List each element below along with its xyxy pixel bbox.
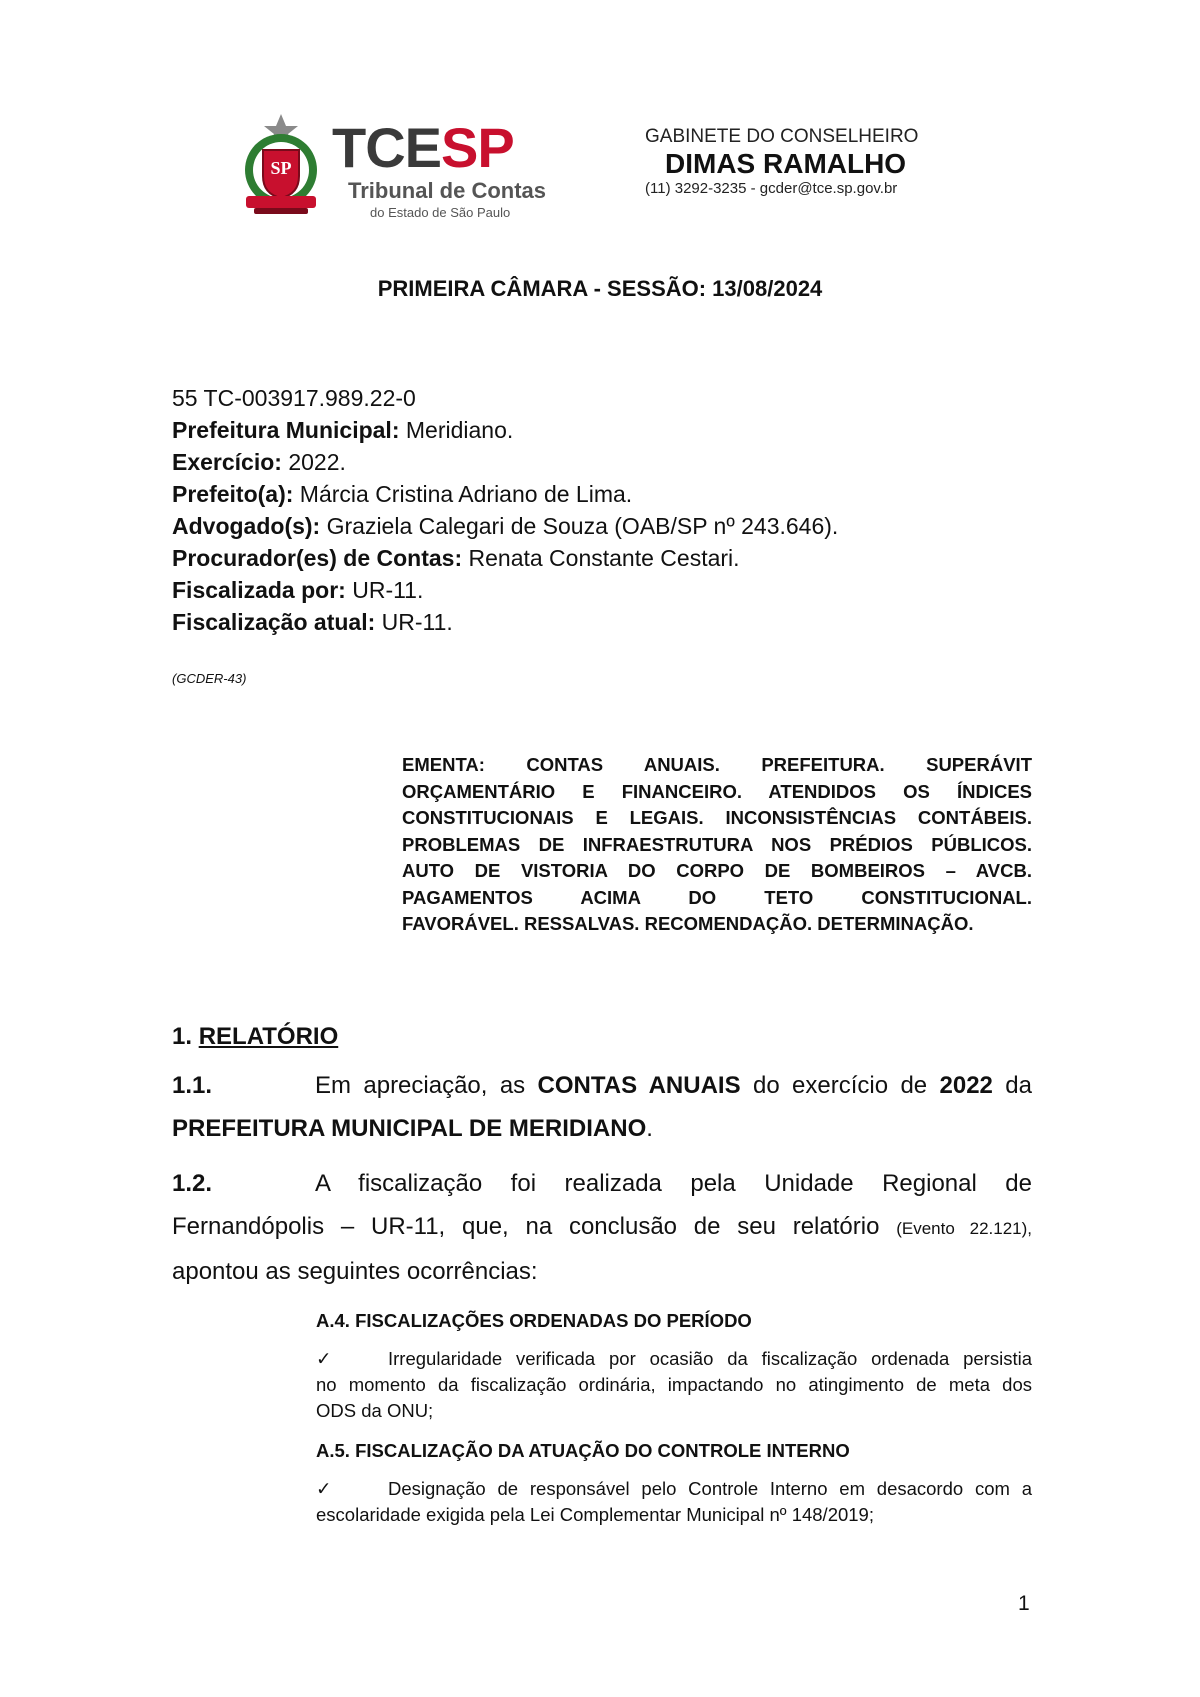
ementa-line: EMENTA: CONTAS ANUAIS. PREFEITURA. SUPERÁVIT bbox=[402, 754, 1032, 775]
subsection-heading-a5: A.5. FISCALIZAÇÃO DA ATUAÇÃO DO CONTROLE INTERNO bbox=[316, 1440, 850, 1461]
gcder-code: (GCDER-43) bbox=[172, 671, 247, 686]
process-field: Advogado(s): Graziela Calegari de Souza (OAB/SP nº 243.646). bbox=[172, 513, 839, 539]
ementa-line: FAVORÁVEL. RESSALVAS. RECOMENDAÇÃO. DETERMINAÇÃO. bbox=[402, 913, 974, 934]
process-field: Procurador(es) de Contas: Renata Constante Cestari. bbox=[172, 545, 740, 571]
process-field: Exercício: 2022. bbox=[172, 449, 346, 475]
process-number: 55 TC-003917.989.22-0 bbox=[172, 385, 416, 411]
office-label: GABINETE DO CONSELHEIRO bbox=[645, 126, 919, 147]
logo-wordmark bbox=[332, 116, 514, 179]
office-name: DIMAS RAMALHO bbox=[665, 148, 907, 179]
process-field: Fiscalização atual: UR-11. bbox=[172, 609, 453, 635]
occurrence-item: ✓ Irregularidade verificada por ocasião da fiscalização ordenada persistia no momento da fiscalização ordinária, impactando no atingimento de meta dos ODS da ONU; bbox=[316, 1348, 1032, 1421]
checkmark-icon: ✓ bbox=[316, 1348, 332, 1369]
office-contact: (11) 3292-3235 - gcder@tce.sp.gov.br bbox=[645, 180, 898, 197]
process-block bbox=[172, 382, 838, 638]
seal-letters: SP bbox=[270, 158, 292, 178]
ementa-line: PAGAMENTOS ACIMA DO TETO CONSTITUCIONAL. bbox=[402, 886, 1032, 908]
logo-sp-text: SP bbox=[441, 116, 514, 179]
relatorio-title: RELATÓRIO bbox=[198, 1023, 339, 1050]
section-heading-relatorio: 1. RELATÓRIO bbox=[172, 1023, 339, 1050]
paragraph-1-2: 1.2. A fiscalização foi realizada pela Unidade Regional de Fernandópolis – UR-11, que, na conclusão de seu relatório (Evento 22.121), apontou as seguintes ocorrências: bbox=[172, 1162, 1032, 1293]
process-field: Fiscalizada por: UR-11. bbox=[172, 577, 424, 603]
subsection-heading-a4: A.4. FISCALIZAÇÕES ORDENADAS DO PERÍODO bbox=[316, 1310, 752, 1331]
process-field: Prefeitura Municipal: Meridiano. bbox=[172, 417, 514, 443]
session-title: PRIMEIRA CÂMARA - SESSÃO: 13/08/2024 bbox=[377, 276, 823, 301]
logo-tce-text: TCE bbox=[332, 116, 441, 179]
paragraph-1-1: 1.1. Em apreciação, as CONTAS ANUAIS do exercício de 2022 da PREFEITURA MUNICIPAL DE MERIDIANO. bbox=[172, 1064, 1032, 1150]
logo-subtitle: Tribunal de Contas bbox=[348, 178, 547, 203]
sp-coat-of-arms-icon bbox=[240, 112, 322, 220]
ementa-line: CONSTITUCIONAIS E LEGAIS. INCONSISTÊNCIAS CONTÁBEIS. bbox=[402, 807, 1032, 828]
paragraph-number: 1.1. bbox=[172, 1072, 213, 1099]
checkmark-icon: ✓ bbox=[316, 1478, 332, 1499]
event-reference: (Evento 22.121), bbox=[896, 1219, 1032, 1238]
ementa-block bbox=[402, 752, 1032, 938]
tcesp-logo bbox=[240, 112, 570, 220]
process-field: Prefeito(a): Márcia Cristina Adriano de Lima. bbox=[172, 481, 633, 507]
ementa-line: PROBLEMAS DE INFRAESTRUTURA NOS PRÉDIOS PÚBLICOS. bbox=[402, 833, 1032, 855]
ementa-line: AUTO DE VISTORIA DO CORPO DE BOMBEIROS – AVCB. bbox=[402, 860, 1032, 881]
paragraph-number: 1.2. bbox=[172, 1170, 213, 1197]
page-number: 1 bbox=[1018, 1592, 1030, 1615]
logo-subtitle-2: do Estado de São Paulo bbox=[370, 205, 511, 220]
occurrence-item: ✓ Designação de responsável pelo Controle Interno em desacordo com a escolaridade exigida pela Lei Complementar Municipal nº 148/2019; bbox=[316, 1478, 1032, 1525]
ementa-line: ORÇAMENTÁRIO E FINANCEIRO. ATENDIDOS OS ÍNDICES bbox=[402, 780, 1032, 802]
